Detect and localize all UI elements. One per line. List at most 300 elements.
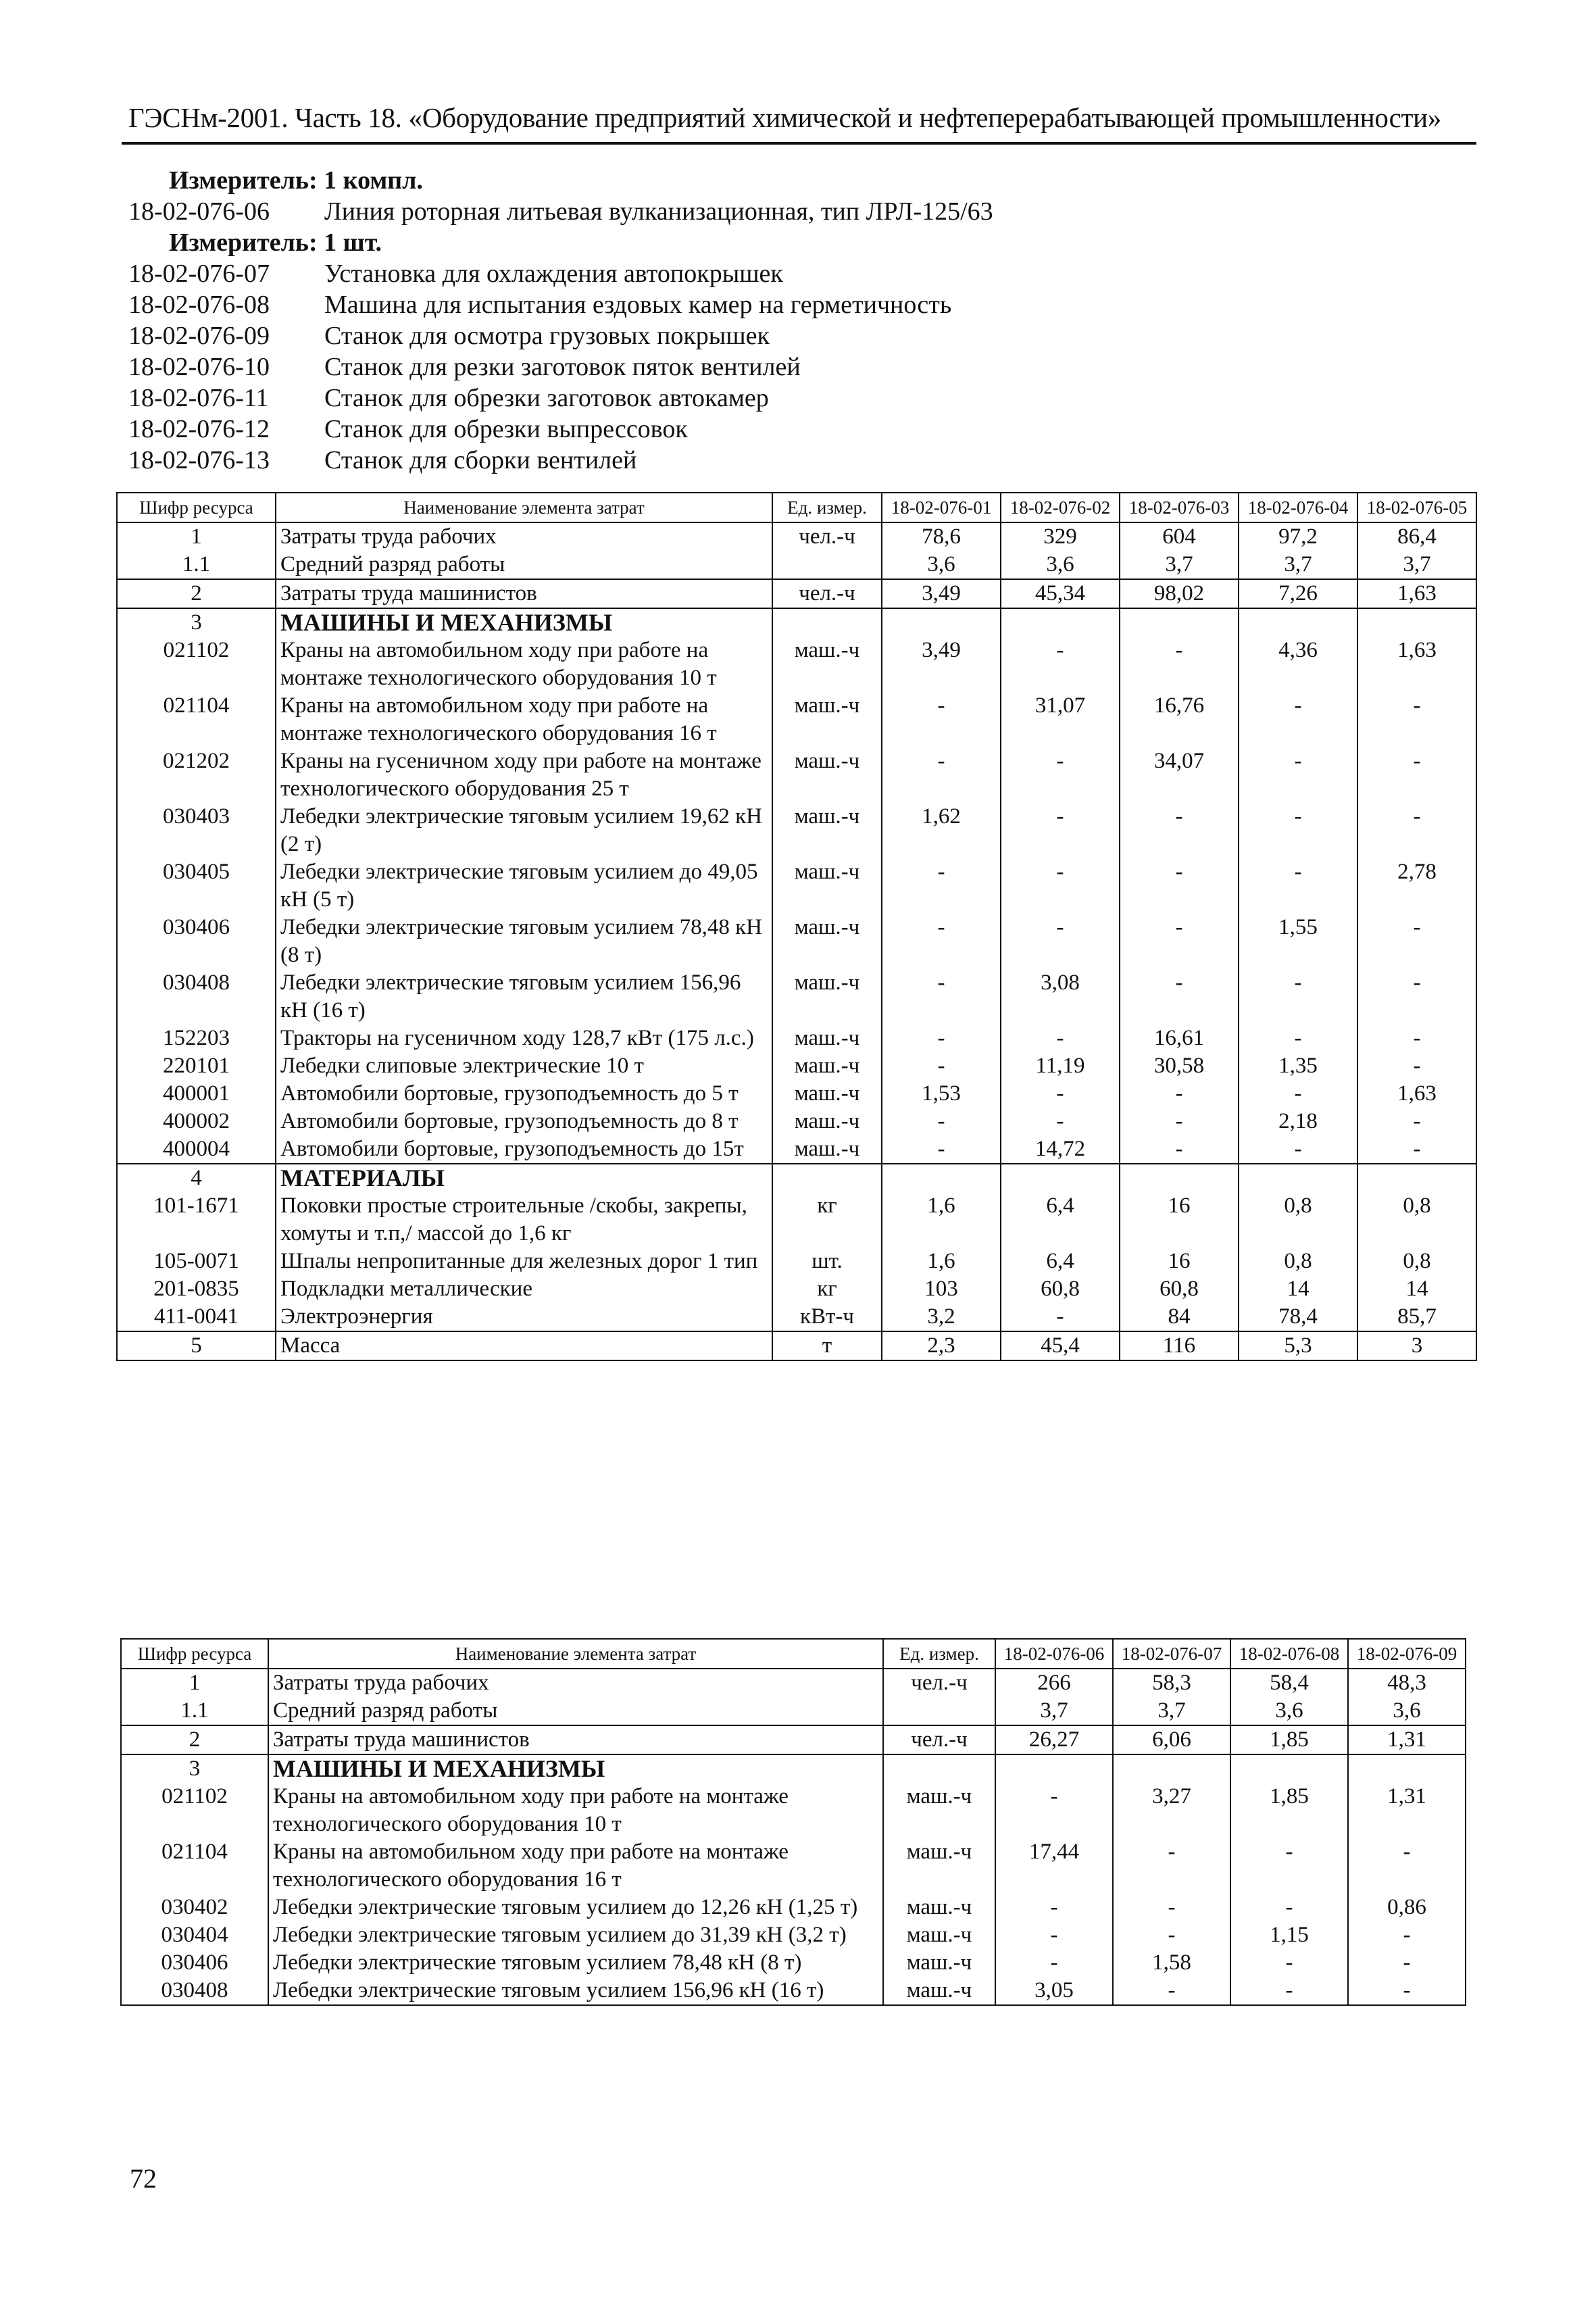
item-code: 18-02-076-12 [128,415,270,443]
column-header: 18-02-076-03 [1120,493,1239,522]
item-line [128,351,1412,383]
value-cell: - [1239,747,1357,803]
column-header: 18-02-076-08 [1230,1639,1348,1669]
table-header-row [117,493,1476,522]
value-cell: - [1230,1838,1348,1894]
value-cell: - [1120,803,1239,858]
value-cell: - [995,1949,1113,1977]
item-line [128,383,1412,414]
value-cell: - [1120,914,1239,969]
value-cell: - [1348,1949,1466,1977]
value-cell: 3,2 [882,1303,1001,1331]
cost-element-name: Краны на автомобильном ходу при работе на монтаже технологического оборудования 10 т [276,637,772,692]
table-row [117,1080,1476,1108]
cost-element-name: Краны на автомобильном ходу при работе на монтаже технологического оборудования 16 т [268,1838,883,1894]
item-text: Станок для осмотра грузовых покрышек [324,322,770,350]
value-cell: 16 [1120,1192,1239,1248]
unit-cell: маш.-ч [772,1108,882,1135]
value-cell: 45,34 [1001,579,1120,608]
cost-element-name: Автомобили бортовые, грузоподъемность до 5 т [276,1080,772,1108]
value-cell: - [882,914,1001,969]
value-cell: 3,08 [1001,969,1120,1025]
value-cell: - [1001,1303,1120,1331]
value-cell: - [1120,1108,1239,1135]
item-code: 18-02-076-06 [128,197,270,226]
value-cell: - [882,747,1001,803]
table-row [117,914,1476,969]
item-text: Станок для обрезки выпрессовок [324,415,688,443]
resource-code: 021102 [117,637,276,692]
value-cell [1348,1754,1466,1783]
cost-element-name: Автомобили бортовые, грузоподъемность до 15т [276,1135,772,1164]
unit-cell: маш.-ч [883,1783,995,1838]
table-row [117,747,1476,803]
value-cell: - [1239,1080,1357,1108]
resource-code: 411-0041 [117,1303,276,1331]
value-cell: - [1113,1838,1230,1894]
value-cell: 1,58 [1113,1949,1230,1977]
value-cell: 16,76 [1120,692,1239,747]
value-cell: - [1001,914,1120,969]
resource-code: 3 [121,1754,268,1783]
cost-element-name: МАТЕРИАЛЫ [276,1164,772,1192]
value-cell: - [1357,969,1476,1025]
cost-element-name: Масса [276,1331,772,1360]
resource-code: 2 [121,1725,268,1754]
value-cell: 1,63 [1357,579,1476,608]
value-cell: 6,4 [1001,1192,1120,1248]
value-cell: 2,78 [1357,858,1476,914]
header-rule [122,142,1476,145]
cost-element-name: Тракторы на гусеничном ходу 128,7 кВт (175 л.с.) [276,1025,772,1052]
value-cell: 3,7 [1357,551,1476,579]
value-cell: - [995,1921,1113,1949]
item-line [128,445,1412,476]
value-cell: 86,4 [1357,522,1476,551]
value-cell: 3,27 [1113,1783,1230,1838]
value-cell [1357,1164,1476,1192]
table-header-row [121,1639,1466,1669]
item-code: 18-02-076-07 [128,260,270,288]
document-header: ГЭСНм-2001. Часть 18. «Оборудование предприятий химической и нефтеперерабатывающей промышленности» [128,102,1441,133]
value-cell: 14 [1357,1275,1476,1303]
unit-cell: маш.-ч [883,1838,995,1894]
table-row [121,1697,1466,1725]
value-cell: - [1230,1949,1348,1977]
value-cell: 3,7 [995,1697,1113,1725]
cost-element-name: Лебедки электрические тяговым усилием до 31,39 кН (3,2 т) [268,1921,883,1949]
item-line [128,258,1412,289]
resource-code: 2 [117,579,276,608]
unit-cell: маш.-ч [772,1025,882,1052]
cost-element-name: Краны на гусеничном ходу при работе на монтаже технологического оборудования 25 т [276,747,772,803]
table-row [117,1248,1476,1275]
value-cell: - [882,692,1001,747]
value-cell: 6,06 [1113,1725,1230,1754]
table-row [117,522,1476,551]
value-cell: 0,8 [1239,1192,1357,1248]
value-cell [1001,608,1120,637]
table-row [117,637,1476,692]
value-cell: 604 [1120,522,1239,551]
value-cell: - [1230,1977,1348,2005]
value-cell [1239,1164,1357,1192]
value-cell: - [1348,1921,1466,1949]
table-row [117,1275,1476,1303]
value-cell: 329 [1001,522,1120,551]
value-cell: 4,36 [1239,637,1357,692]
value-cell: 3,6 [882,551,1001,579]
table-row [121,1838,1466,1894]
resource-code: 1 [121,1669,268,1697]
value-cell: - [1239,1025,1357,1052]
item-code: 18-02-076-09 [128,322,270,350]
value-cell: 3,7 [1239,551,1357,579]
table-row [117,551,1476,579]
table-row [117,1108,1476,1135]
value-cell: 3,49 [882,637,1001,692]
resource-code: 220101 [117,1052,276,1080]
table-row [121,1921,1466,1949]
resource-code: 030406 [121,1949,268,1977]
value-cell: 1,35 [1239,1052,1357,1080]
unit-cell: маш.-ч [772,1080,882,1108]
value-cell: 1,63 [1357,637,1476,692]
table-row [117,1192,1476,1248]
table-row [121,1894,1466,1921]
item-code: 18-02-076-11 [128,384,269,412]
cost-element-name: Краны на автомобильном ходу при работе на монтаже технологического оборудования 10 т [268,1783,883,1838]
resource-code: 030408 [121,1977,268,2005]
value-cell: 31,07 [1001,692,1120,747]
table-row [117,1025,1476,1052]
unit-cell: маш.-ч [772,692,882,747]
value-cell: 0,86 [1348,1894,1466,1921]
unit-cell: маш.-ч [772,969,882,1025]
value-cell: 0,8 [1357,1192,1476,1248]
table-row [117,579,1476,608]
column-header: 18-02-076-02 [1001,493,1120,522]
resource-code: 400004 [117,1135,276,1164]
unit-cell: маш.-ч [883,1949,995,1977]
column-header: Шифр ресурса [117,493,276,522]
value-cell [1001,1164,1120,1192]
unit-cell: маш.-ч [772,803,882,858]
value-cell: 3,6 [1348,1697,1466,1725]
value-cell: - [1001,637,1120,692]
value-cell: - [1113,1894,1230,1921]
value-cell: - [882,1052,1001,1080]
cost-element-name: Затраты труда машинистов [268,1725,883,1754]
table-row [121,1783,1466,1838]
value-cell: - [1001,747,1120,803]
resource-code: 400002 [117,1108,276,1135]
cost-element-name: Лебедки электрические тяговым усилием 19,62 кН (2 т) [276,803,772,858]
unit-cell [883,1697,995,1725]
measure-line: Измеритель: 1 компл. [169,166,423,195]
value-cell: 2,3 [882,1331,1001,1360]
value-cell: 116 [1120,1331,1239,1360]
unit-cell [772,551,882,579]
section-row [117,1164,1476,1192]
unit-cell: маш.-ч [772,747,882,803]
column-header: Ед. измер. [772,493,882,522]
value-cell: 58,3 [1113,1669,1230,1697]
value-cell: 0,8 [1357,1248,1476,1275]
value-cell: 3,6 [1230,1697,1348,1725]
value-cell: 16 [1120,1248,1239,1275]
value-cell: - [1357,803,1476,858]
table-row [117,1331,1476,1360]
unit-cell: чел.-ч [772,579,882,608]
column-header: 18-02-076-05 [1357,493,1476,522]
value-cell: - [1348,1838,1466,1894]
column-header: Наименование элемента затрат [276,493,772,522]
cost-element-name: Средний разряд работы [276,551,772,579]
value-cell: 1,55 [1239,914,1357,969]
value-cell: 1,63 [1357,1080,1476,1108]
value-cell: 1,6 [882,1192,1001,1248]
unit-cell: маш.-ч [772,1052,882,1080]
cost-element-name: Лебедки слиповые электрические 10 т [276,1052,772,1080]
value-cell: - [1357,1135,1476,1164]
value-cell: - [1357,1025,1476,1052]
table-row [117,969,1476,1025]
value-cell: 16,61 [1120,1025,1239,1052]
table-row [117,1052,1476,1080]
cost-element-name: Затраты труда рабочих [268,1669,883,1697]
table-row [117,692,1476,747]
value-cell: - [882,1025,1001,1052]
resource-code: 201-0835 [117,1275,276,1303]
resource-code: 1 [117,522,276,551]
value-cell: 1,15 [1230,1921,1348,1949]
unit-cell: маш.-ч [772,1135,882,1164]
item-code: 18-02-076-08 [128,291,270,319]
value-cell: 266 [995,1669,1113,1697]
item-text: Установка для охлаждения автопокрышек [324,260,783,288]
column-header: 18-02-076-06 [995,1639,1113,1669]
cost-element-name: Лебедки электрические тяговым усилием 156,96 кН (16 т) [268,1977,883,2005]
value-cell: - [1230,1894,1348,1921]
column-header: Ед. измер. [883,1639,995,1669]
unit-cell: кВт-ч [772,1303,882,1331]
resource-code: 4 [117,1164,276,1192]
item-line [128,414,1412,445]
value-cell [1120,1164,1239,1192]
value-cell: - [1001,1025,1120,1052]
value-cell: 3 [1357,1331,1476,1360]
value-cell: 14,72 [1001,1135,1120,1164]
item-line [128,320,1412,351]
cost-element-name: Затраты труда машинистов [276,579,772,608]
value-cell: 3,7 [1113,1697,1230,1725]
intro-list [128,165,1412,476]
value-cell: - [1001,858,1120,914]
value-cell: 2,18 [1239,1108,1357,1135]
value-cell: 97,2 [1239,522,1357,551]
resource-code: 021104 [121,1838,268,1894]
value-cell [1357,608,1476,637]
unit-cell: маш.-ч [883,1977,995,2005]
item-text: Станок для резки заготовок пяток вентилей [324,353,801,381]
value-cell: - [882,969,1001,1025]
cost-element-name: Затраты труда рабочих [276,522,772,551]
value-cell: 84 [1120,1303,1239,1331]
table-row [121,1669,1466,1697]
value-cell: - [1239,858,1357,914]
value-cell: 1,62 [882,803,1001,858]
resource-code: 030406 [117,914,276,969]
value-cell: 1,6 [882,1248,1001,1275]
value-cell: - [1001,803,1120,858]
resource-code: 105-0071 [117,1248,276,1275]
value-cell: 48,3 [1348,1669,1466,1697]
cost-element-name: Электроэнергия [276,1303,772,1331]
value-cell: - [1001,1080,1120,1108]
cost-element-name: МАШИНЫ И МЕХАНИЗМЫ [268,1754,883,1783]
cost-table-1 [116,492,1477,1361]
value-cell: - [882,858,1001,914]
value-cell: - [1113,1977,1230,2005]
value-cell [995,1754,1113,1783]
value-cell: - [882,1135,1001,1164]
section-row [121,1754,1466,1783]
resource-code: 030405 [117,858,276,914]
resource-code: 030408 [117,969,276,1025]
resource-code: 030402 [121,1894,268,1921]
unit-cell: кг [772,1275,882,1303]
table-row [117,858,1476,914]
unit-cell: шт. [772,1248,882,1275]
resource-code: 1.1 [117,551,276,579]
cost-element-name: Лебедки электрические тяговым усилием 78,48 кН (8 т) [276,914,772,969]
value-cell: 85,7 [1357,1303,1476,1331]
value-cell: 5,3 [1239,1331,1357,1360]
value-cell: 45,4 [1001,1331,1120,1360]
value-cell: - [1357,692,1476,747]
table-row [121,1949,1466,1977]
resource-code: 021102 [121,1783,268,1838]
value-cell: 3,05 [995,1977,1113,2005]
resource-code: 1.1 [121,1697,268,1725]
value-cell: 1,31 [1348,1725,1466,1754]
value-cell: 98,02 [1120,579,1239,608]
value-cell: 0,8 [1239,1248,1357,1275]
unit-cell: маш.-ч [883,1921,995,1949]
column-header: Шифр ресурса [121,1639,268,1669]
value-cell: 6,4 [1001,1248,1120,1275]
column-header: 18-02-076-01 [882,493,1001,522]
value-cell: - [1239,969,1357,1025]
value-cell: 26,27 [995,1725,1113,1754]
value-cell: 3,7 [1120,551,1239,579]
cost-element-name: Лебедки электрические тяговым усилием до 49,05 кН (5 т) [276,858,772,914]
value-cell: 11,19 [1001,1052,1120,1080]
table-row [121,1977,1466,2005]
value-cell: - [1357,914,1476,969]
item-text: Станок для сборки вентилей [324,446,637,474]
resource-code: 030403 [117,803,276,858]
value-cell [1113,1754,1230,1783]
value-cell: 1,85 [1230,1725,1348,1754]
table-row [117,803,1476,858]
unit-cell: маш.-ч [772,637,882,692]
value-cell: 103 [882,1275,1001,1303]
unit-cell: маш.-ч [772,858,882,914]
item-line [128,196,1412,227]
table-row [117,1303,1476,1331]
unit-cell: кг [772,1192,882,1248]
value-cell: - [1357,1108,1476,1135]
value-cell: 58,4 [1230,1669,1348,1697]
value-cell: - [1239,692,1357,747]
column-header: 18-02-076-04 [1239,493,1357,522]
table-row [121,1725,1466,1754]
cost-element-name: Лебедки электрические тяговым усилием до 12,26 кН (1,25 т) [268,1894,883,1921]
value-cell [882,608,1001,637]
cost-element-name: Поковки простые строительные /скобы, закрепы, хомуты и т.п,/ массой до 1,6 кг [276,1192,772,1248]
value-cell: - [995,1894,1113,1921]
value-cell: 3,6 [1001,551,1120,579]
measure-line: Измеритель: 1 шт. [169,228,382,257]
item-line [128,289,1412,320]
value-cell: - [1348,1977,1466,2005]
value-cell: - [1120,637,1239,692]
table-row [117,1135,1476,1164]
value-cell: - [1239,1135,1357,1164]
resource-code: 101-1671 [117,1192,276,1248]
cost-element-name: Шпалы непропитанные для железных дорог 1 тип [276,1248,772,1275]
value-cell: - [995,1783,1113,1838]
unit-cell: маш.-ч [883,1894,995,1921]
value-cell [1230,1754,1348,1783]
unit-cell: чел.-ч [883,1669,995,1697]
item-code: 18-02-076-10 [128,353,270,381]
item-text: Станок для обрезки заготовок автокамер [324,384,769,412]
column-header: Наименование элемента затрат [268,1639,883,1669]
value-cell: - [1120,1135,1239,1164]
value-cell: - [882,1108,1001,1135]
value-cell [1239,608,1357,637]
value-cell [1120,608,1239,637]
cost-element-name: Средний разряд работы [268,1697,883,1725]
value-cell: 1,53 [882,1080,1001,1108]
cost-element-name: МАШИНЫ И МЕХАНИЗМЫ [276,608,772,637]
item-text: Машина для испытания ездовых камер на герметичность [324,291,952,319]
column-header: 18-02-076-07 [1113,1639,1230,1669]
value-cell: - [1357,747,1476,803]
unit-cell [772,608,882,637]
resource-code: 030404 [121,1921,268,1949]
unit-cell [772,1164,882,1192]
value-cell: - [1001,1108,1120,1135]
cost-element-name: Краны на автомобильном ходу при работе на монтаже технологического оборудования 16 т [276,692,772,747]
value-cell: 34,07 [1120,747,1239,803]
cost-element-name: Лебедки электрические тяговым усилием 78,48 кН (8 т) [268,1949,883,1977]
value-cell: - [1120,858,1239,914]
value-cell: - [1120,1080,1239,1108]
value-cell: 78,4 [1239,1303,1357,1331]
cost-element-name: Лебедки электрические тяговым усилием 156,96 кН (16 т) [276,969,772,1025]
value-cell: 7,26 [1239,579,1357,608]
unit-cell: чел.-ч [883,1725,995,1754]
value-cell: 1,85 [1230,1783,1348,1838]
item-text: Линия роторная литьевая вулканизационная, тип ЛРЛ-125/63 [324,197,993,226]
cost-table-2 [120,1638,1466,2006]
resource-code: 152203 [117,1025,276,1052]
cost-element-name: Подкладки металлические [276,1275,772,1303]
